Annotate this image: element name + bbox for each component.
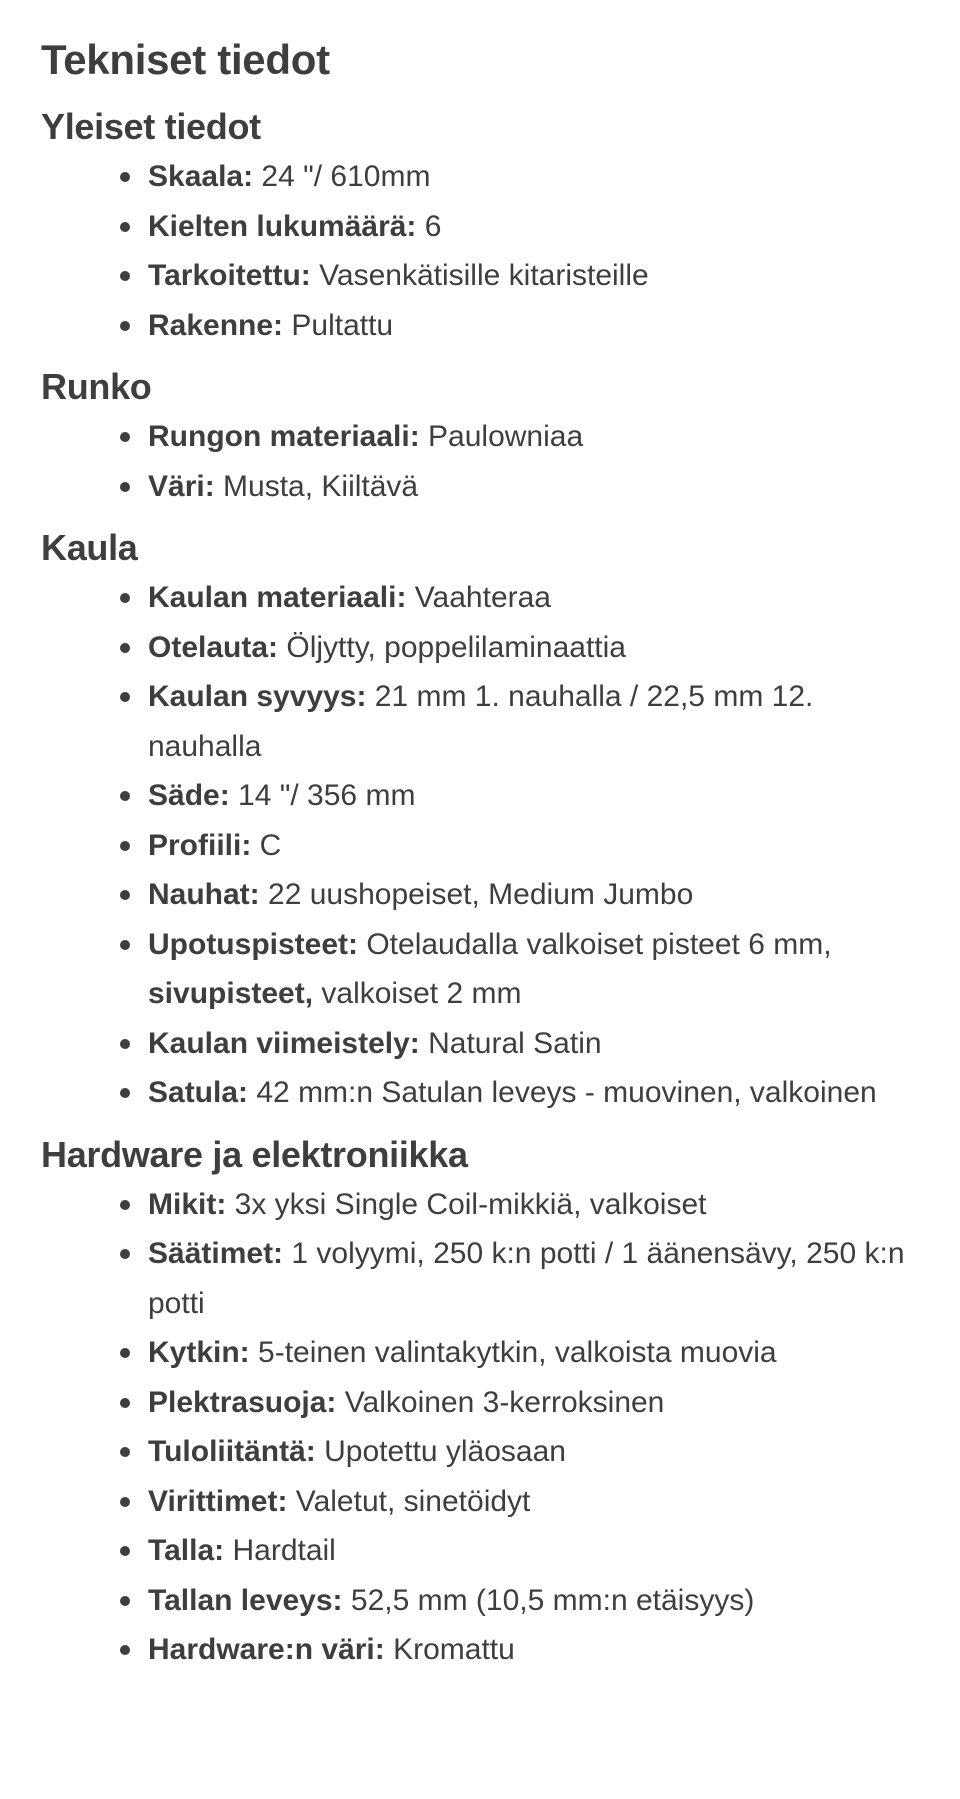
spec-value: 24 "/ 610mm <box>253 160 431 193</box>
section-hardware <box>41 1130 960 1675</box>
spec-key: Kytkin: <box>148 1336 250 1369</box>
spec-value: Vasenkätisille kitaristeille <box>310 259 649 292</box>
spec-item <box>148 920 960 1019</box>
spec-key: Rakenne: <box>148 308 284 342</box>
spec-value: 3x yksi Single Coil-mikkiä, valkoiset <box>226 1187 707 1221</box>
spec-value: Kromattu <box>384 1633 515 1666</box>
spec-key: Kielten lukumäärä: <box>148 209 417 243</box>
spec-key: Skaala: <box>148 160 254 193</box>
page-title: Tekniset tiedot <box>41 36 330 83</box>
spec-value: 14 "/ 356 mm <box>229 779 416 812</box>
spec-key: Upotuspisteet: <box>148 927 358 961</box>
spec-key-inline: sivupisteet, <box>148 977 314 1010</box>
section-neck <box>41 523 960 1118</box>
spec-value: Pultattu <box>283 308 394 342</box>
spec-value: Vaahteraa <box>406 581 551 614</box>
spec-item <box>148 152 960 202</box>
spec-item <box>148 251 960 301</box>
spec-item <box>148 573 960 623</box>
spec-list <box>41 1180 960 1675</box>
section-heading: Kaula <box>41 527 138 568</box>
spec-key: Kaulan materiaali: <box>148 581 407 614</box>
spec-list <box>41 573 960 1118</box>
spec-value: Hardtail <box>224 1534 336 1567</box>
spec-value: 42 mm:n Satulan leveys - muovinen, valkoinen <box>248 1076 877 1109</box>
spec-item <box>148 1328 960 1378</box>
spec-key: Mikit: <box>148 1187 227 1221</box>
spec-key: Plektrasuoja: <box>148 1385 337 1419</box>
section-heading: Hardware ja elektroniikka <box>41 1133 468 1175</box>
spec-key: Otelauta: <box>148 630 279 664</box>
spec-list <box>41 412 960 511</box>
spec-key: Talla: <box>148 1534 225 1567</box>
spec-item <box>148 870 960 920</box>
spec-value: Paulowniaa <box>419 420 584 453</box>
spec-value: Valkoinen 3-kerroksinen <box>336 1385 665 1419</box>
spec-key: Tuloliitäntä: <box>148 1435 316 1468</box>
section-heading: Yleiset tiedot <box>41 106 261 147</box>
spec-value: Upotettu yläosaan <box>315 1435 566 1468</box>
spec-item <box>148 1477 960 1527</box>
spec-value-inline: valkoiset 2 mm <box>313 977 522 1010</box>
spec-key: Nauhat: <box>148 878 260 911</box>
spec-value: 1 volyymi, 250 k:n potti / 1 äänensävy, 250 k:n potti <box>148 1237 905 1320</box>
spec-list <box>41 152 960 350</box>
spec-value: 21 mm 1. nauhalla / 22,5 mm 12. nauhalla <box>148 680 814 763</box>
spec-item <box>148 821 960 871</box>
spec-key: Kaulan syvyys: <box>148 680 367 713</box>
spec-key: Virittimet: <box>148 1484 288 1518</box>
spec-key: Profiili: <box>148 828 252 862</box>
section-general <box>41 102 960 350</box>
spec-key: Tarkoitettu: <box>148 259 311 292</box>
spec-item <box>148 462 960 512</box>
spec-key: Kaulan viimeistely: <box>148 1026 420 1060</box>
spec-item <box>148 1427 960 1477</box>
spec-value: 52,5 mm (10,5 mm:n etäisyys) <box>342 1583 755 1617</box>
spec-item <box>148 1068 960 1118</box>
spec-key: Väri: <box>148 469 215 503</box>
spec-item <box>148 1625 960 1675</box>
spec-item <box>148 412 960 462</box>
spec-key: Satula: <box>148 1076 249 1109</box>
spec-value: 6 <box>416 209 442 243</box>
spec-item <box>148 202 960 252</box>
spec-value: 22 uushopeiset, Medium Jumbo <box>259 878 694 911</box>
spec-item <box>148 1229 960 1328</box>
spec-item <box>148 301 960 351</box>
spec-item <box>148 623 960 673</box>
spec-value: Musta, Kiiltävä <box>214 469 419 503</box>
spec-item <box>148 1526 960 1576</box>
spec-item <box>148 672 960 771</box>
spec-item <box>148 1378 960 1428</box>
spec-key: Säätimet: <box>148 1237 284 1270</box>
spec-item <box>148 1576 960 1626</box>
spec-key: Tallan leveys: <box>148 1583 343 1617</box>
spec-key: Säde: <box>148 779 230 812</box>
spec-item <box>148 771 960 821</box>
spec-value: C <box>251 828 282 862</box>
spec-item <box>148 1180 960 1230</box>
spec-value: Natural Satin <box>419 1026 602 1060</box>
spec-value: Valetut, sinetöidyt <box>287 1484 531 1518</box>
spec-key: Rungon materiaali: <box>148 420 420 453</box>
spec-key: Hardware:n väri: <box>148 1633 385 1666</box>
section-body <box>41 362 960 511</box>
spec-value: 5-teinen valintakytkin, valkoista muovia <box>249 1336 777 1369</box>
spec-item <box>148 1019 960 1069</box>
spec-value: Öljytty, poppelilaminaattia <box>278 630 626 664</box>
spec-value: Otelaudalla valkoiset pisteet 6 mm, <box>358 927 832 961</box>
section-heading: Runko <box>41 366 152 407</box>
